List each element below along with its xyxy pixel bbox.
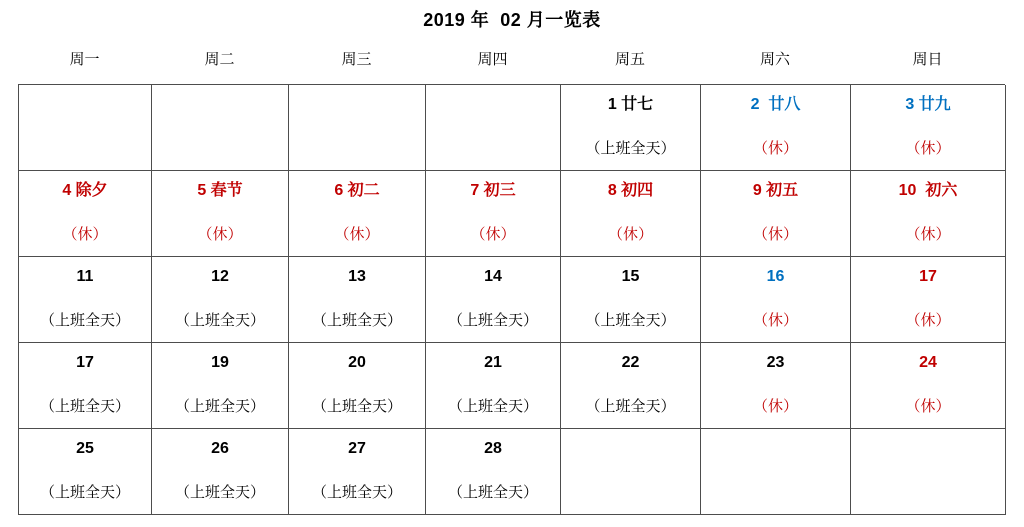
day-label: 7 初三 (470, 182, 516, 199)
calendar-cell-day-4 (19, 171, 152, 257)
calendar-cell-empty (701, 429, 851, 515)
calendar-cell-day-6 (289, 171, 426, 257)
calendar-cell-day-11 (19, 257, 152, 343)
status-label: （休） (197, 226, 243, 243)
calendar-cell-day-26 (152, 429, 289, 515)
status-label: （休） (334, 226, 380, 243)
weekday-label-1: 周一 (69, 50, 100, 68)
calendar-cell-empty (152, 85, 289, 171)
day-label: 4 除夕 (62, 182, 108, 199)
status-label: （上班全天） (447, 312, 538, 329)
status-label: （休） (607, 226, 653, 243)
weekday-label-7: 周日 (912, 50, 943, 68)
status-label: （上班全天） (311, 312, 402, 329)
calendar-cell-day-17 (851, 257, 1006, 343)
day-label: 25 (76, 440, 94, 457)
status-label: （上班全天） (39, 312, 130, 329)
day-label: 15 (621, 268, 640, 285)
day-label: 12 (211, 268, 229, 285)
status-label: （上班全天） (585, 398, 676, 415)
day-label: 17 (76, 354, 94, 371)
day-label: 13 (348, 268, 366, 285)
weekday-header-row (18, 32, 1005, 84)
calendar-cell-day-13 (289, 257, 426, 343)
day-label: 11 (76, 268, 94, 285)
day-label: 20 (348, 354, 366, 371)
calendar-cell-day-14 (426, 257, 561, 343)
day-label: 23 (766, 354, 785, 371)
weekday-label-5: 周五 (614, 50, 645, 68)
weekday-label-4: 周四 (477, 50, 508, 68)
calendar-cell-day-7 (426, 171, 561, 257)
day-label: 24 (919, 354, 937, 371)
day-label: 3 廿九 (905, 96, 951, 113)
calendar-cell-day-8 (561, 171, 701, 257)
calendar-cell-day-28 (426, 429, 561, 515)
status-label: （上班全天） (174, 484, 265, 501)
calendar-cell-day-16 (701, 257, 851, 343)
calendar-cell-day-10 (851, 171, 1006, 257)
status-label: （上班全天） (447, 398, 538, 415)
status-label: （上班全天） (39, 484, 130, 501)
calendar-cell-empty (851, 429, 1006, 515)
day-label: 16 (766, 268, 785, 285)
status-label: （休） (905, 226, 951, 243)
calendar-cell-empty (426, 85, 561, 171)
calendar-cell-day-19 (152, 343, 289, 429)
status-label: （休） (62, 226, 108, 243)
calendar-cell-day-9 (701, 171, 851, 257)
status-label: （上班全天） (585, 312, 676, 329)
status-label: （上班全天） (311, 484, 402, 501)
status-label: （休） (752, 226, 798, 243)
calendar-cell-day-3 (851, 85, 1006, 171)
status-label: （上班全天） (174, 398, 265, 415)
status-label: （休） (752, 398, 798, 415)
calendar-cell-day-17 (19, 343, 152, 429)
day-label: 22 (621, 354, 640, 371)
status-label: （上班全天） (174, 312, 265, 329)
status-label: （上班全天） (311, 398, 402, 415)
calendar-cell-empty (289, 85, 426, 171)
day-label: 26 (211, 440, 229, 457)
calendar-cell-empty (561, 429, 701, 515)
calendar-cell-day-5 (152, 171, 289, 257)
status-label: （休） (470, 226, 516, 243)
calendar-table (18, 84, 1005, 515)
calendar-cell-empty (19, 85, 152, 171)
day-label: 2 廿八 (750, 96, 801, 113)
weekday-label-6: 周六 (759, 50, 790, 68)
day-label: 10 初六 (898, 182, 958, 199)
day-label: 21 (484, 354, 502, 371)
day-label: 1 廿七 (607, 96, 654, 113)
day-label: 28 (484, 440, 502, 457)
calendar-cell-day-1 (561, 85, 701, 171)
day-label: 9 初五 (752, 182, 799, 199)
status-label: （上班全天） (585, 140, 676, 157)
calendar-cell-day-27 (289, 429, 426, 515)
day-label: 14 (484, 268, 502, 285)
day-label: 27 (348, 440, 366, 457)
calendar-cell-day-20 (289, 343, 426, 429)
status-label: （上班全天） (39, 398, 130, 415)
calendar-cell-day-24 (851, 343, 1006, 429)
calendar-cell-day-23 (701, 343, 851, 429)
status-label: （休） (752, 312, 798, 329)
day-label: 19 (211, 354, 229, 371)
calendar-cell-day-22 (561, 343, 701, 429)
status-label: （休） (905, 140, 951, 157)
page-title: 2019 年 02 月一览表 (423, 10, 601, 30)
weekday-label-2: 周二 (204, 50, 235, 68)
status-label: （休） (905, 398, 951, 415)
status-label: （休） (905, 312, 951, 329)
calendar-cell-day-2 (701, 85, 851, 171)
calendar-cell-day-12 (152, 257, 289, 343)
day-label: 6 初二 (334, 182, 380, 199)
day-label: 5 春节 (197, 182, 243, 199)
day-label: 17 (919, 268, 937, 285)
calendar-cell-day-15 (561, 257, 701, 343)
day-label: 8 初四 (607, 182, 654, 199)
status-label: （休） (752, 140, 798, 157)
calendar-cell-day-25 (19, 429, 152, 515)
status-label: （上班全天） (447, 484, 538, 501)
weekday-label-3: 周三 (341, 50, 372, 68)
calendar-cell-day-21 (426, 343, 561, 429)
